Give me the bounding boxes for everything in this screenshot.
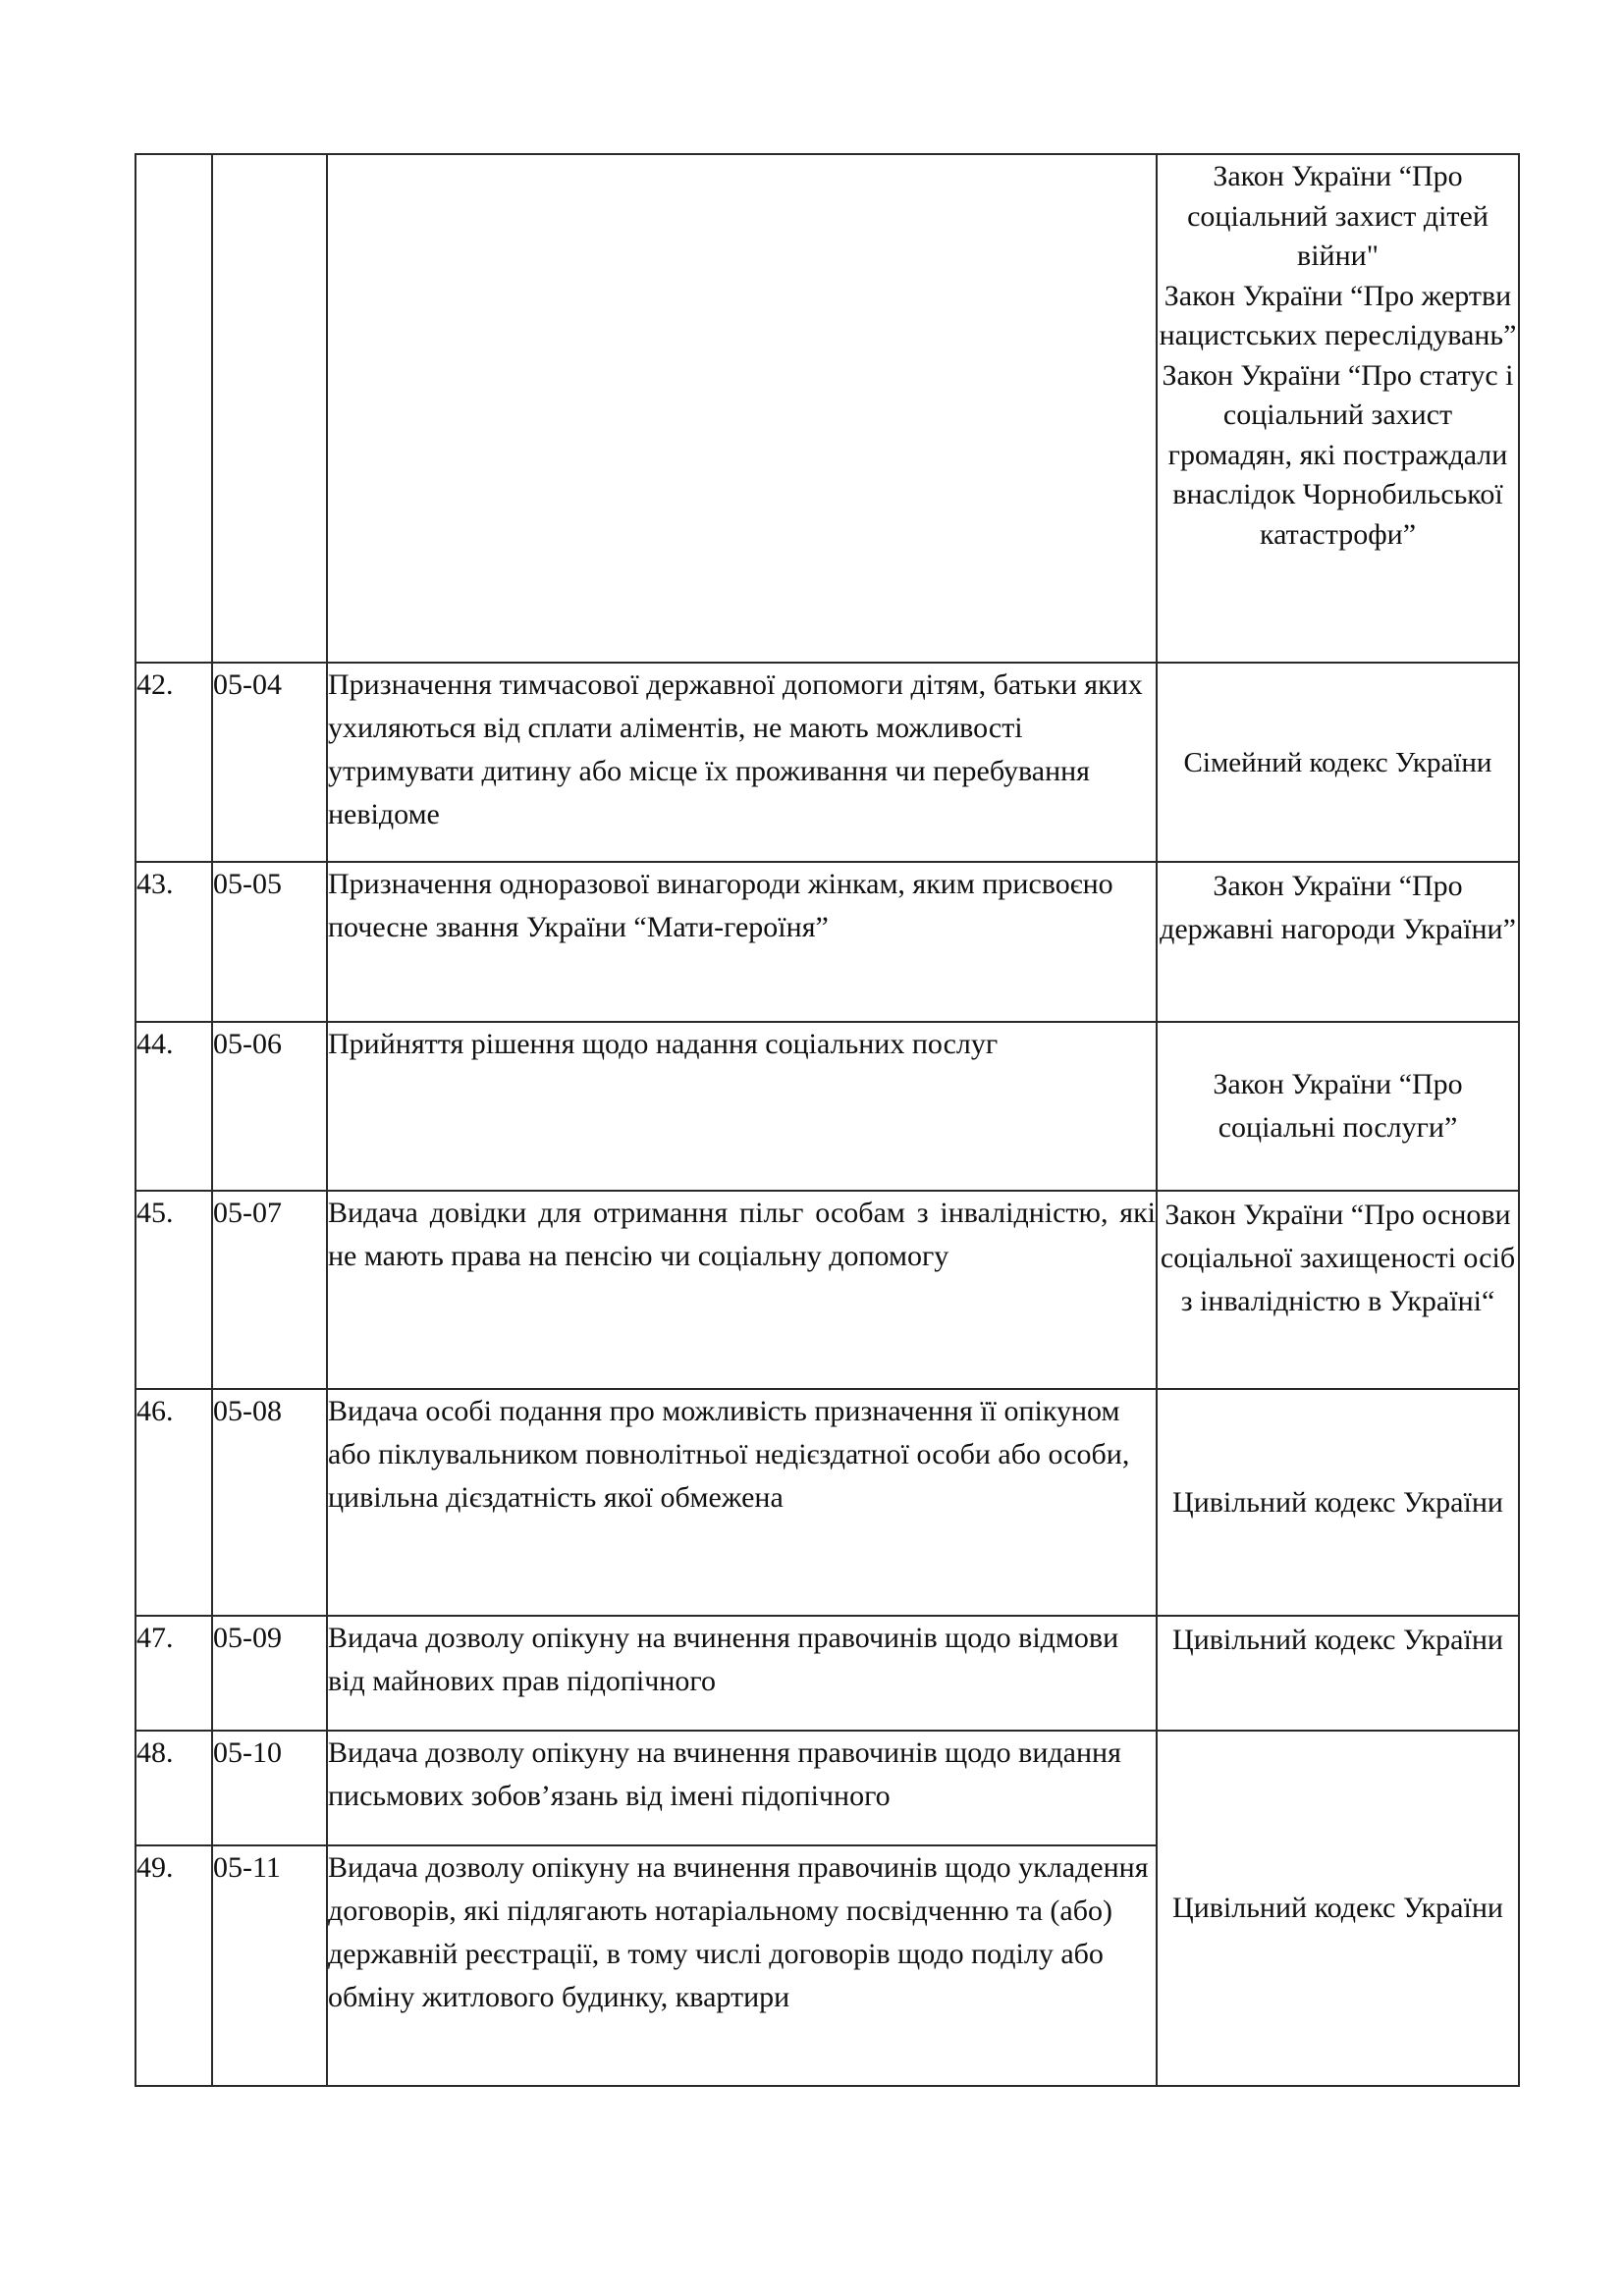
service-code: 05-05: [212, 862, 327, 1022]
service-code: 05-09: [212, 1616, 327, 1731]
service-name: Видача особі подання про можливість призначення її опікуном або піклувальником повнолітньої недієздатної особи або особи, цивільна дієздатність якої обмежена: [327, 1389, 1157, 1616]
row-number: 47.: [135, 1616, 212, 1731]
legal-basis: Закон України “Про соціальні послуги”: [1157, 1022, 1519, 1191]
row-number: 42.: [135, 663, 212, 862]
service-code: 05-07: [212, 1191, 327, 1389]
service-name: Видача дозволу опікуну на вчинення правочинів щодо відмови від майнових прав підопічного: [327, 1616, 1157, 1731]
services-table: [135, 153, 1520, 2087]
legal-basis-line: Закон України “Про соціальний захист дітей війни" Закон України “Про жертви нацистських переслідувань” Закон України “Про статус і соціальний захист громадян, які постраждали внаслідок Чорнобильської катастрофи”: [1159, 160, 1517, 551]
row-number: 43.: [135, 862, 212, 1022]
table-row: [135, 663, 1519, 862]
service-name: Призначення одноразової винагороди жінкам, яким присвоєно почесне звання України “Мати-героїня”: [327, 862, 1157, 1022]
table-row: [135, 1191, 1519, 1389]
legal-basis: Цивільний кодекс України: [1157, 1731, 1519, 2086]
service-name: Призначення тимчасової державної допомоги дітям, батьки яких ухиляються від сплати аліментів, не мають можливості утримувати дитину або місце їх проживання чи перебування невідоме: [327, 663, 1157, 862]
service-code: 05-08: [212, 1389, 327, 1616]
service-name: Прийняття рішення щодо надання соціальних послуг: [327, 1022, 1157, 1191]
legal-basis: Цивільний кодекс України: [1157, 1389, 1519, 1616]
service-name: Видача дозволу опікуну на вчинення правочинів щодо видання письмових зобов’язань від імені підопічного: [327, 1731, 1157, 1845]
legal-basis: Закон України “Про державні нагороди України”: [1157, 862, 1519, 1022]
table-row: [135, 1389, 1519, 1616]
row-number: 45.: [135, 1191, 212, 1389]
row-number: [135, 154, 212, 663]
service-name: Видача довідки для отримання пільг особам з інвалідністю, які не мають права на пенсію чи соціальну допомогу: [327, 1191, 1157, 1389]
legal-basis: Цивільний кодекс України: [1157, 1616, 1519, 1731]
table-row: [135, 1022, 1519, 1191]
service-name: [327, 154, 1157, 663]
service-code: 05-06: [212, 1022, 327, 1191]
service-code: 05-11: [212, 1845, 327, 2086]
table-row: [135, 1731, 1519, 1845]
service-code: 05-04: [212, 663, 327, 862]
table-row: [135, 862, 1519, 1022]
legal-basis: Сімейний кодекс України: [1157, 663, 1519, 862]
service-code: 05-10: [212, 1731, 327, 1845]
row-number: 48.: [135, 1731, 212, 1845]
table-row: [135, 154, 1519, 663]
row-number: 44.: [135, 1022, 212, 1191]
table-row: [135, 1616, 1519, 1731]
service-name: Видача дозволу опікуну на вчинення правочинів щодо укладення договорів, які підлягають нотаріальному посвідченню та (або) державній реєстрації, в тому числі договорів щодо поділу або обміну житлового будинку, квартири: [327, 1845, 1157, 2086]
legal-basis: Закон України “Про основи соціальної захищеності осіб з інвалідністю в Україні“: [1157, 1191, 1519, 1389]
row-number: 49.: [135, 1845, 212, 2086]
service-code: [212, 154, 327, 663]
legal-basis: [1157, 154, 1519, 663]
row-number: 46.: [135, 1389, 212, 1616]
